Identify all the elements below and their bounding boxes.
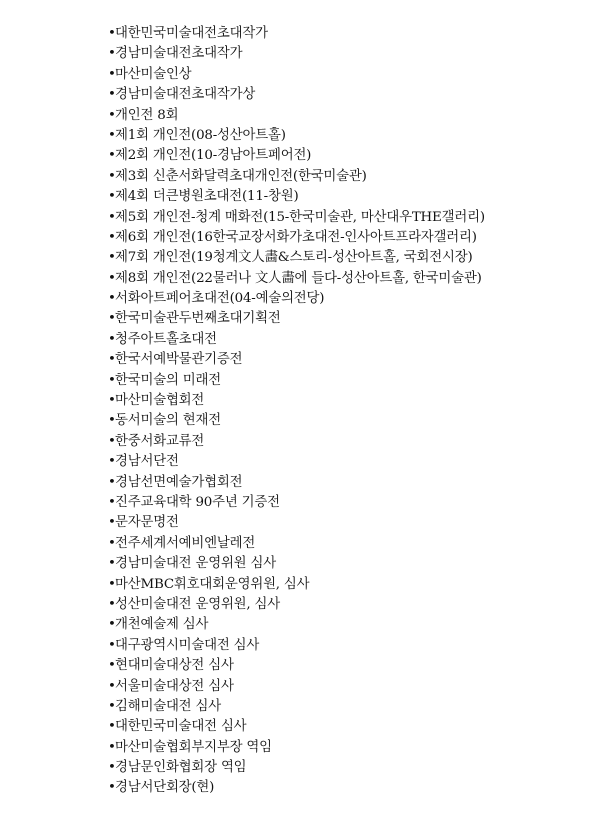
list-item-text: 청주아트홀초대전 — [115, 331, 217, 347]
list-item — [108, 146, 588, 166]
list-item — [108, 350, 588, 370]
bullet-icon: • — [108, 127, 116, 143]
bullet-icon: • — [108, 107, 116, 123]
bullet-icon: • — [108, 311, 116, 327]
bullet-icon: • — [108, 678, 116, 694]
list-item-text: 경남서단전 — [115, 454, 179, 470]
list-item-text: 현대미술대상전 심사 — [115, 658, 234, 674]
list-item — [108, 554, 588, 574]
list-item-text: 마산미술협회전 — [115, 393, 205, 409]
list-item-text: 제2회 개인전(10-경남아트페어전) — [115, 148, 312, 164]
bullet-icon: • — [108, 617, 116, 633]
list-item — [108, 758, 588, 778]
list-item — [108, 411, 588, 431]
bullet-icon: • — [108, 739, 116, 755]
bullet-icon: • — [108, 168, 116, 184]
bullet-icon: • — [108, 229, 116, 245]
bullet-icon: • — [108, 209, 116, 225]
list-item — [108, 493, 588, 513]
bullet-icon: • — [108, 596, 116, 612]
bullet-icon: • — [108, 393, 116, 409]
list-item — [108, 513, 588, 533]
list-item — [108, 269, 588, 289]
bullet-icon: • — [108, 474, 116, 490]
bullet-icon: • — [108, 270, 116, 286]
list-item — [108, 575, 588, 595]
list-item-text: 제4회 더큰병원초대전(11-창원) — [115, 189, 299, 205]
list-item — [108, 24, 588, 44]
bullet-icon: • — [108, 372, 116, 388]
list-item-text: 마산미술인상 — [115, 66, 192, 82]
bullet-icon: • — [108, 515, 116, 531]
list-item — [108, 677, 588, 697]
list-item-text: 대한민국미술대전초대작가 — [115, 26, 268, 41]
list-item — [108, 248, 588, 268]
list-item-text: 개천예술제 심사 — [115, 617, 209, 633]
bullet-icon: • — [108, 658, 116, 674]
list-item-text: 성산미술대전 운영위원, 심사 — [115, 596, 280, 612]
list-item — [108, 228, 588, 248]
list-item-text: 김해미술대전 심사 — [115, 698, 221, 714]
list-item-text: 경남미술대전초대작가상 — [115, 87, 256, 103]
list-item — [108, 106, 588, 126]
list-item-text: 경남선면예술가협회전 — [115, 474, 243, 490]
bullet-icon: • — [108, 189, 116, 205]
list-item — [108, 330, 588, 350]
list-item-text: 전주세계서예비엔날레전 — [115, 535, 256, 551]
list-item-text: 대한민국미술대전 심사 — [115, 719, 247, 735]
bullet-icon: • — [108, 556, 116, 572]
list-item-text: 대구광역시미술대전 심사 — [115, 637, 260, 653]
list-item-text: 제6회 개인전(16한국교장서화가초대전-인사아트프라자갤러리) — [115, 229, 477, 245]
list-item — [108, 309, 588, 329]
career-list — [108, 24, 588, 799]
bullet-icon: • — [108, 576, 116, 592]
list-item — [108, 432, 588, 452]
bullet-icon: • — [108, 291, 116, 307]
list-item-text: 서울미술대상전 심사 — [115, 678, 234, 694]
list-item — [108, 778, 588, 798]
bullet-icon: • — [108, 148, 116, 164]
list-item-text: 경남서단회장(현) — [115, 780, 215, 796]
list-item — [108, 85, 588, 105]
list-item-text: 제8회 개인전(22물러나 文人畵에 들다-성산아트홀, 한국미술관) — [115, 270, 482, 286]
list-item-text: 서화아트페어초대전(04-예술의전당) — [115, 291, 325, 307]
list-item — [108, 473, 588, 493]
bullet-icon: • — [108, 66, 116, 82]
bullet-icon: • — [108, 535, 116, 551]
list-item — [108, 44, 588, 64]
bullet-icon: • — [108, 780, 116, 796]
list-item-text: 한국미술관두번째초대기획전 — [115, 311, 281, 327]
list-item-text: 한중서화교류전 — [115, 433, 205, 449]
list-item-text: 제5회 개인전-청계 매화전(15-한국미술관, 마산대우THE갤러리) — [115, 209, 485, 225]
list-item — [108, 391, 588, 411]
list-item-text: 문자문명전 — [115, 515, 179, 531]
bullet-icon: • — [108, 413, 116, 429]
list-item — [108, 656, 588, 676]
list-item — [108, 534, 588, 554]
list-item-text: 경남문인화협회장 역임 — [115, 760, 247, 776]
list-item — [108, 717, 588, 737]
list-item-text: 한국서예박물관기증전 — [115, 352, 243, 368]
bullet-icon: • — [108, 637, 116, 653]
list-item — [108, 65, 588, 85]
bullet-icon: • — [108, 87, 116, 103]
list-item — [108, 452, 588, 472]
list-item-text: 제1회 개인전(08-성산아트홀) — [115, 127, 286, 143]
list-item-text: 마산MBC휘호대회운영위원, 심사 — [115, 576, 310, 592]
bullet-icon: • — [108, 760, 116, 776]
list-item — [108, 697, 588, 717]
bullet-icon: • — [108, 250, 116, 266]
list-item-text: 마산미술협회부지부장 역임 — [115, 739, 272, 755]
list-item — [108, 289, 588, 309]
list-item — [108, 636, 588, 656]
bullet-icon: • — [108, 26, 116, 41]
list-item — [108, 371, 588, 391]
bullet-icon: • — [108, 719, 116, 735]
list-item — [108, 595, 588, 615]
list-item-text: 동서미술의 현재전 — [115, 413, 221, 429]
list-item — [108, 738, 588, 758]
bullet-icon: • — [108, 494, 116, 510]
list-item-text: 제7회 개인전(19청계文人畵&스토리-성산아트홀, 국회전시장) — [115, 250, 473, 266]
bullet-icon: • — [108, 698, 116, 714]
list-item-text: 한국미술의 미래전 — [115, 372, 221, 388]
bullet-icon: • — [108, 433, 116, 449]
list-item-text: 경남미술대전초대작가 — [115, 46, 243, 62]
bullet-icon: • — [108, 352, 116, 368]
list-item — [108, 126, 588, 146]
bullet-icon: • — [108, 454, 116, 470]
list-item — [108, 615, 588, 635]
list-item — [108, 167, 588, 187]
list-item — [108, 187, 588, 207]
list-item-text: 진주교육대학 90주년 기증전 — [115, 494, 280, 510]
bullet-icon: • — [108, 46, 116, 62]
list-item — [108, 208, 588, 228]
list-item-text: 개인전 8회 — [115, 107, 179, 123]
list-item-text: 경남미술대전 운영위원 심사 — [115, 556, 276, 572]
list-item-text: 제3회 신춘서화달력초대개인전(한국미술관) — [115, 168, 367, 184]
bullet-icon: • — [108, 331, 116, 347]
